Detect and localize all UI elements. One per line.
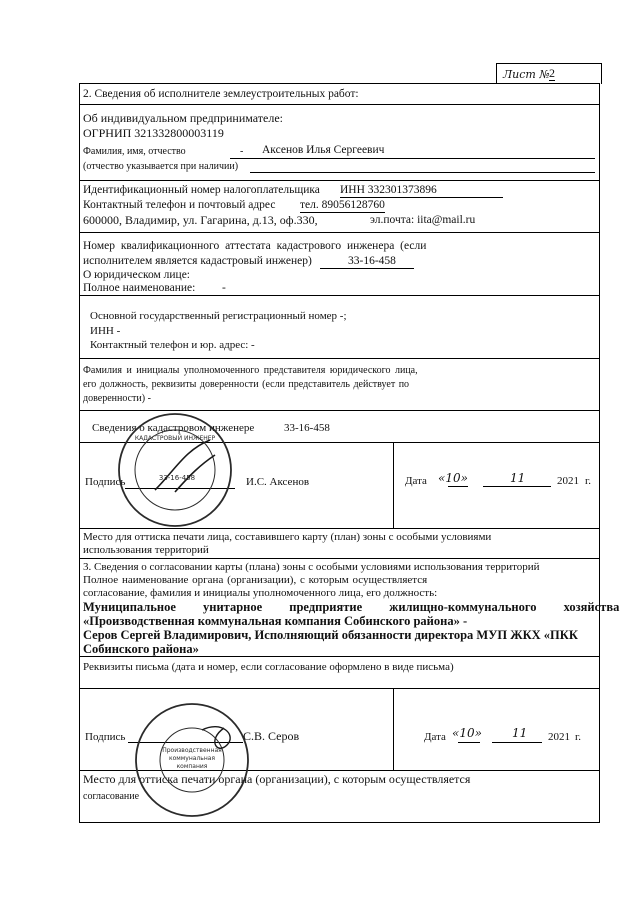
ip-title: Об индивидуальном предпринимателе: [83, 111, 283, 125]
divider [79, 295, 600, 296]
fio-dash: - [240, 146, 244, 157]
letter-label: Реквизиты письма (дата и номер, если согласование оформлено в виде письма) [83, 661, 454, 673]
org-stamp-line-2: согласование [83, 791, 140, 802]
divider [79, 688, 600, 689]
divider [79, 656, 600, 657]
date-label: Дата [405, 475, 427, 487]
org-label-2: согласование, фамилия и инициалы уполномоченного лица, его должность: [83, 587, 438, 599]
sheet-number: 2 [549, 66, 555, 80]
divider-vertical [393, 688, 394, 770]
cert-value: 33-16-458 [320, 255, 414, 269]
legal-contact: Контактный телефон и юр. адрес: - [90, 339, 255, 351]
stamp-place-line-2: использования территорий [83, 544, 209, 556]
section3-title: 3. Сведения о согласовании карты (плана) зоны с особыми условиями использования территорий [83, 561, 540, 573]
full-name-value: - [222, 282, 226, 294]
sheet-label: Лист № [503, 68, 550, 81]
contact-label: Контактный телефон и почтовый адрес [83, 199, 276, 211]
ogrnip: ОГРНИП 321332800003119 [83, 126, 224, 140]
org-date-month: 11 [512, 726, 528, 740]
org-line-1: Муниципальное унитарное предприятие жилищно-коммунального хозяйства [83, 600, 620, 614]
fio-note: (отчество указывается при наличии) [83, 161, 239, 172]
svg-text:Производственная: Производственная [162, 747, 222, 754]
contact-address: 600000, Владимир, ул. Гагарина, д.13, оф.330, [83, 213, 318, 227]
inn2-label: ИНН - [90, 325, 121, 337]
org-date-year: 2021 [548, 731, 570, 743]
inn-label: Идентификационный номер налогоплательщика [83, 184, 320, 196]
org-line-2: «Производственная коммунальная компания Собинского района» - [83, 614, 468, 628]
date-day-underline [448, 486, 468, 487]
date-month-underline [483, 486, 551, 487]
rep-line-1: Фамилия и инициалы уполномоченного представителя юридического лица, [83, 365, 418, 376]
divider [79, 180, 600, 181]
rep-line-2: его должность, реквизиты доверенности (если представитель действует по [83, 379, 410, 390]
contact-phone: тел. 89056128760 [300, 199, 385, 211]
divider-vertical [393, 442, 394, 528]
cert-line-1: Номер квалификационного аттестата кадастрового инженера (если [83, 240, 427, 252]
org-label-1: Полное наименование органа (организации), с которым осуществляется [83, 574, 428, 586]
engineer-info-label: Сведения о кадастровом инженере [92, 422, 255, 434]
ogrn-label: Основной государственный регистрационный номер -; [90, 310, 347, 322]
org-sign-label: Подпись [85, 731, 126, 743]
org-date-day: «10» [452, 726, 482, 740]
org-sign-name: С.В. Серов [243, 729, 300, 743]
sign-name: И.С. Аксенов [246, 476, 310, 488]
svg-text:КАДАСТРОВЫЙ ИНЖЕНЕР: КАДАСТРОВЫЙ ИНЖЕНЕР [134, 435, 216, 442]
contact-email: эл.почта: iita@mail.ru [370, 214, 476, 226]
signature-mark [155, 440, 215, 492]
date-month: 11 [510, 471, 526, 485]
cert-line-2: исполнителем является кадастровый инженер) [83, 255, 312, 267]
date-suffix: г. [585, 475, 592, 487]
inn-value: ИНН 332301373896 [340, 184, 503, 198]
fio-underline [230, 158, 595, 159]
fio-value: Аксенов Илья Сергеевич [262, 144, 385, 156]
org-date-label: Дата [424, 731, 446, 743]
fio-label: Фамилия, имя, отчество [83, 146, 186, 157]
date-day: «10» [438, 471, 468, 485]
org-line-3: Серов Сергей Владимирович, Исполняющий обязанности директора МУП ЖКХ «ПКК [83, 628, 578, 642]
sign-label: Подпись [85, 476, 126, 488]
date-year: 2021 [557, 475, 579, 487]
engineer-seal-stamp [115, 410, 235, 530]
legal-title: О юридическом лице: [83, 269, 190, 281]
stamp-place-line-1: Место для оттиска печати лица, составившего карту (план) зоны с особыми условиями [83, 531, 492, 543]
svg-text:33-16-458: 33-16-458 [158, 474, 196, 482]
rep-line-3: доверенности) - [83, 393, 151, 404]
org-date-month-underline [492, 742, 542, 743]
divider [79, 558, 600, 559]
fio-note-underline [250, 172, 595, 173]
org-stamp-line-1: Место для оттиска печати органа (организации), с которым осуществляется [83, 772, 471, 786]
seal-outer-ring [119, 414, 231, 526]
divider [79, 232, 600, 233]
svg-text:компания: компания [176, 763, 208, 770]
divider [79, 104, 600, 105]
section2-title: 2. Сведения об исполнителе землеустроительных работ: [83, 88, 359, 100]
org-line-4: Собинского района» [83, 642, 199, 656]
svg-text:коммунальная: коммунальная [168, 755, 216, 762]
full-name-label: Полное наименование: [83, 282, 196, 294]
divider [79, 358, 600, 359]
signature-mark [202, 727, 230, 749]
seal-inner-ring [135, 430, 215, 510]
organization-seal-stamp [132, 700, 252, 820]
sheet-number-box [496, 63, 602, 84]
engineer-info-value: 33-16-458 [284, 422, 330, 434]
org-date-suffix: г. [575, 731, 582, 743]
org-date-day-underline [458, 742, 480, 743]
